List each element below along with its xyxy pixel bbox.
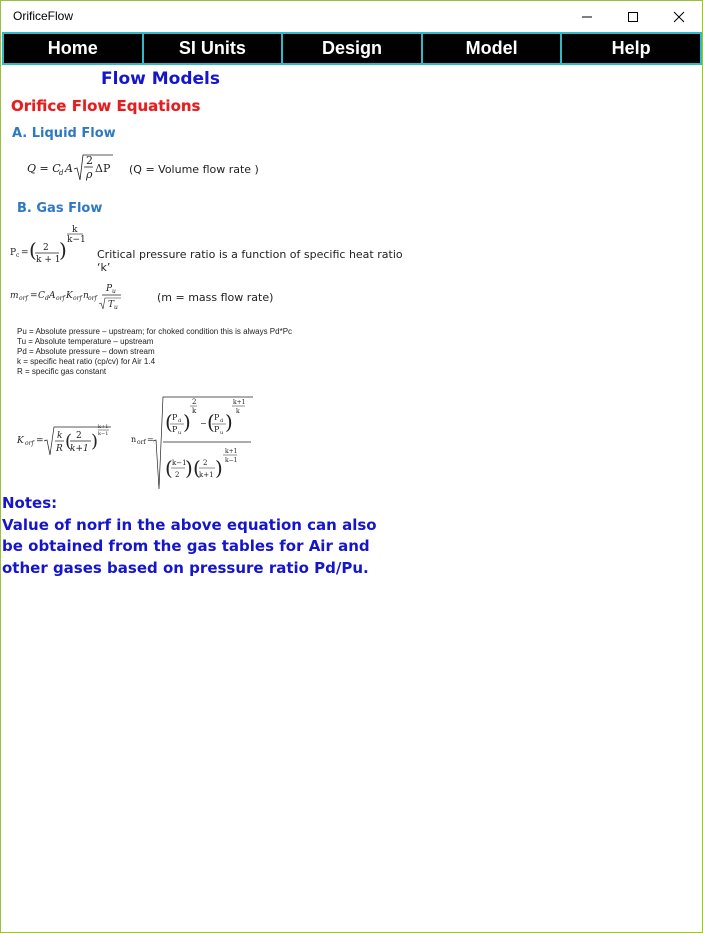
nav-design[interactable]: Design: [283, 32, 423, 65]
svg-text:=: =: [147, 435, 154, 444]
notes-line: other gases based on pressure ratio Pd/Pu.: [2, 558, 369, 577]
window-title: OrificeFlow: [13, 9, 74, 23]
nav-si-units[interactable]: SI Units: [144, 32, 284, 65]
mass-flow-equation: [9, 279, 139, 315]
svg-text:d: d: [45, 295, 49, 302]
svg-text:A: A: [49, 291, 56, 301]
svg-text:P: P: [214, 425, 220, 434]
svg-text:orf: orf: [19, 295, 28, 302]
svg-text:k−1: k−1: [172, 459, 187, 467]
svg-text:): ): [225, 410, 233, 434]
close-button[interactable]: [656, 1, 702, 32]
nav-home[interactable]: Home: [2, 32, 144, 65]
svg-text:u: u: [114, 304, 118, 311]
svg-text:K: K: [17, 436, 24, 446]
orifice-equations-figure: [7, 93, 407, 493]
svg-text:(: (: [29, 238, 37, 262]
svg-text:): ): [59, 238, 67, 262]
definition-k: k = specific heat ratio (cp/cv) for Air 1.4: [17, 357, 156, 366]
svg-text:k+1: k+1: [233, 399, 246, 406]
svg-text:k: k: [236, 408, 240, 415]
svg-text:k+1: k+1: [70, 444, 89, 454]
mass-flow-caption: (m = mass flow rate): [157, 291, 274, 304]
figure-heading: Orifice Flow Equations: [11, 97, 201, 115]
svg-text:P: P: [106, 284, 113, 294]
svg-text:k: k: [192, 407, 197, 415]
svg-text:P: P: [172, 425, 178, 434]
svg-text:ρ: ρ: [86, 168, 93, 181]
n-orf-equation: [129, 393, 255, 493]
svg-text:u: u: [112, 288, 116, 295]
svg-text:orf: orf: [88, 295, 97, 302]
liquid-flow-caption: (Q = Volume flow rate ): [129, 163, 259, 176]
svg-text:k−1: k−1: [67, 235, 86, 245]
title-bar[interactable]: [1, 1, 702, 32]
liquid-flow-equation: [25, 151, 115, 187]
svg-text:=: =: [21, 248, 29, 258]
svg-text:Q = C: Q = C: [27, 162, 61, 175]
svg-text:(: (: [165, 456, 173, 480]
notes-heading: Notes:: [2, 494, 58, 512]
svg-text:(: (: [165, 410, 173, 434]
svg-text:m: m: [10, 291, 19, 301]
minimize-button[interactable]: [564, 1, 610, 32]
svg-text:ΔP: ΔP: [95, 162, 111, 175]
k-orf-equation: [15, 413, 115, 463]
content-area: [1, 65, 702, 932]
svg-text:−: −: [200, 419, 207, 428]
definition-pd: Pd = Absolute pressure – down stream: [17, 347, 155, 356]
svg-text:2: 2: [192, 398, 197, 406]
liquid-flow-heading: A. Liquid Flow: [12, 126, 116, 141]
svg-text:orf: orf: [73, 295, 82, 302]
notes-line: be obtained from the gas tables for Air and: [2, 537, 370, 555]
svg-text:=: =: [30, 291, 38, 301]
critical-pressure-caption: Critical pressure ratio is a function of specific heat ratio ‘k’: [97, 248, 403, 274]
svg-text:k+1: k+1: [98, 424, 109, 430]
svg-text:orf: orf: [25, 440, 34, 447]
svg-text:2: 2: [43, 243, 49, 253]
notes-text: [2, 493, 377, 579]
svg-text:n: n: [83, 291, 89, 301]
svg-text:2: 2: [86, 154, 93, 167]
notes-line: Value of norf in the above equation can also: [2, 515, 377, 534]
gas-flow-heading: B. Gas Flow: [17, 201, 103, 216]
minimize-icon: [581, 11, 593, 23]
main-nav: [2, 32, 702, 65]
close-icon: [673, 11, 685, 23]
svg-text:K: K: [66, 291, 73, 301]
svg-text:d: d: [220, 418, 224, 424]
nav-help[interactable]: Help: [562, 32, 702, 65]
svg-text:P: P: [172, 413, 178, 422]
definition-pu: Pu = Absolute pressure – upstream; for choked condition this is always Pd*Pc: [17, 327, 293, 336]
svg-text:k: k: [57, 431, 63, 441]
svg-text:2: 2: [175, 471, 180, 479]
svg-text:n: n: [131, 435, 137, 444]
svg-text:R: R: [56, 444, 63, 454]
svg-text:orf: orf: [56, 295, 65, 302]
svg-text:2: 2: [203, 459, 208, 467]
svg-text:(: (: [65, 431, 73, 452]
maximize-button[interactable]: [610, 1, 656, 32]
svg-text:P: P: [214, 413, 220, 422]
svg-text:k+1: k+1: [199, 471, 214, 479]
svg-text:k−1: k−1: [98, 431, 109, 437]
critical-pressure-equation: [9, 223, 89, 271]
svg-text:d: d: [59, 169, 64, 177]
svg-text:): ): [183, 410, 191, 434]
svg-text:orf: orf: [137, 439, 146, 446]
svg-text:): ): [185, 456, 193, 480]
svg-text:k−1: k−1: [225, 457, 238, 464]
svg-text:k + 1: k + 1: [36, 255, 61, 265]
svg-text:2: 2: [76, 431, 82, 441]
svg-text:u: u: [220, 430, 224, 436]
maximize-icon: [627, 11, 639, 23]
svg-text:d: d: [178, 418, 182, 424]
variable-definitions: [17, 327, 292, 377]
svg-text:P: P: [10, 248, 17, 258]
svg-text:u: u: [178, 430, 182, 436]
svg-text:): ): [215, 456, 223, 480]
svg-text:(: (: [193, 456, 201, 480]
svg-text:(: (: [207, 410, 215, 434]
page-title: Flow Models: [101, 69, 220, 89]
definition-r: R = specific gas constant: [17, 367, 107, 376]
svg-text:): ): [91, 431, 99, 452]
svg-text:T: T: [108, 300, 115, 310]
svg-text:k: k: [72, 225, 78, 235]
definition-tu: Tu = Absolute temperature – upstream: [17, 337, 154, 346]
svg-text:=: =: [36, 436, 44, 446]
svg-text:A: A: [65, 162, 73, 175]
svg-text:c: c: [16, 252, 20, 259]
svg-text:C: C: [38, 291, 45, 301]
svg-text:k+1: k+1: [225, 448, 238, 455]
nav-model[interactable]: Model: [423, 32, 563, 65]
